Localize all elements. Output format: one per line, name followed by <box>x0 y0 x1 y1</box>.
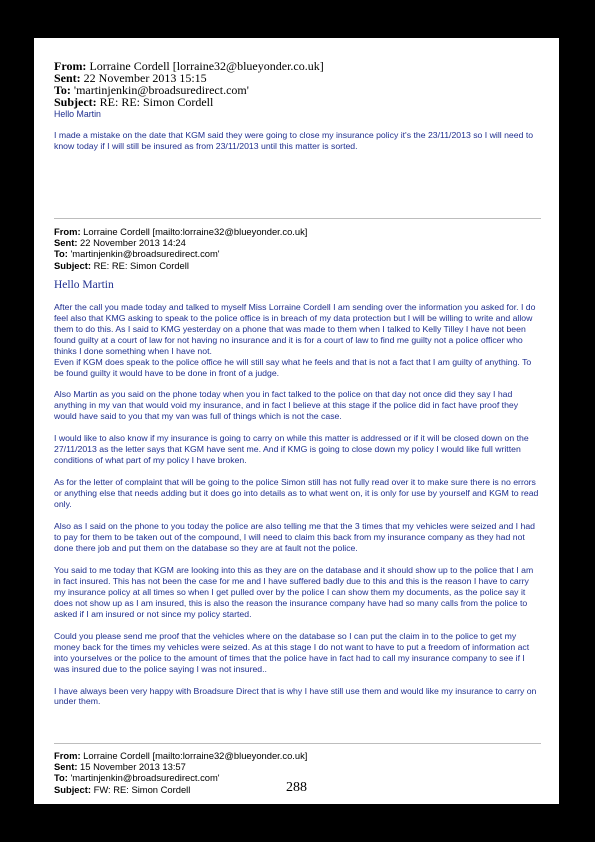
to-label: To: <box>54 83 71 97</box>
email2-paragraph: Could you please send me proof that the vehicles where on the database so I can put the claim in to the police to get my money back for the times my vehicles were seized. As at this stage I do not want to have to put a freedom of information act into yourselves or the police to the amount of times that the police have in fact had to call my insurance company to see if I was insured due to the police saying I was not insured.. <box>54 630 530 674</box>
sent-label: Sent: <box>54 237 78 249</box>
email2-paragraph: I have always been very happy with Broadsure Direct that is why I have still use them and would like my insurance to carry on under them. <box>54 685 537 707</box>
email2-sent: 22 November 2013 14:24 <box>80 237 186 249</box>
email2 <box>54 226 541 718</box>
email2-paragraph: You said to me today that KGM are looking into this as they are on the database and it should show up to the police that I am in fact insured. This has not been the case for me and I have suffered badly due to this and this is the reason I have to carry my insurance policy at all times so when I get pulled over by the police I can show them my documents, as the police say it does not show up as I am insured, this is also the reason the insurance company have had so many calls from the police to asked if I am insured or not since my policy started. <box>54 564 534 619</box>
email2-paragraph: I would like to also know if my insurance is going to carry on while this matter is addressed or if it will be closed down on the 27/11/2013 as the letter says that KGM have sent me. And if KMG is going to close down my policy I would like full written conditions of what part of my policy I have broken. <box>54 433 529 466</box>
separator-line <box>54 743 541 744</box>
email1-from: Lorraine Cordell [lorraine32@blueyonder.co.uk] <box>89 59 324 73</box>
email2-greeting: Hello Martin <box>54 278 114 291</box>
email3-subject: FW: RE: Simon Cordell <box>93 783 191 795</box>
email2-body <box>54 302 541 708</box>
from-label: From: <box>54 59 87 73</box>
subject-label: Subject: <box>54 95 97 109</box>
subject-label: Subject: <box>54 259 91 271</box>
separator-line <box>54 218 541 219</box>
from-label: From: <box>54 750 81 761</box>
page-number: 288 <box>286 780 307 795</box>
email2-from: Lorraine Cordell [mailto:lorraine32@blueyonder.co.uk] <box>83 226 308 237</box>
to-label: To: <box>54 248 68 260</box>
from-label: From: <box>54 226 81 237</box>
email2-paragraph: Also Martin as you said on the phone today when you in fact talked to the police on that day not once did they say I had anything in my van that would void my insurance, and in fact I believe at this stage if the police did in fact have proof they would have said to you that my van was full of things which is not the case. <box>54 389 519 422</box>
email2-paragraph: After the call you made today and talked to myself Miss Lorraine Cordell I am sending over the information you asked for. I do feel also that KMG asking to speak to the police office is in breach of my data protection but I will be willing to write and allow them to do this. As I said to KMG yesterday on a phone that was made to them when I talked to Kelly Tilley I have not been found guilty at a court of law for not having no insurance and it is for a court of law to find me guilty not a police officer who thinks I done something when I have not. Even if KGM does speak to the police office he will still say what he feels and that is not a fact that I am guilty of anything. To be found guilty it would have to be done in front of a judge. <box>54 301 536 378</box>
email1-header <box>54 60 541 108</box>
email1-sent: 22 November 2013 15:15 <box>83 71 207 85</box>
email3-to: 'martinjenkin@broadsuredirect.com' <box>70 772 220 784</box>
email3-from: Lorraine Cordell [mailto:lorraine32@blueyonder.co.uk] <box>83 750 308 761</box>
email2-to: 'martinjenkin@broadsuredirect.com' <box>70 248 220 260</box>
email2-paragraph: Also as I said on the phone to you today the police are also telling me that the 3 times that my vehicles were seized and I had to pay for them to be taken out of the compound, I will need to claim this back from my insurance company as they had not done there job and put them on the database so they are at fault not the police. <box>54 521 535 553</box>
sent-label: Sent: <box>54 71 81 85</box>
email1-to: 'martinjenkin@broadsuredirect.com' <box>73 83 249 97</box>
email2-header <box>54 226 541 271</box>
email1-body: I made a mistake on the date that KGM said they were going to close my insurance policy it's the 23/11/2013 so I will need to know today if I will still be insured as from 23/11/2013 until this matter is sorted. <box>54 130 534 151</box>
email1-subject: RE: RE: Simon Cordell <box>99 95 214 109</box>
to-label: To: <box>54 772 68 784</box>
email1-greeting: Hello Martin <box>54 109 101 119</box>
email2-paragraph: As for the letter of complaint that will be going to the police Simon still has not fully read over it to make sure there is no errors or anything else that needs adding but it does go into details as to what went on, it is only for use by yourself and KGM to read only. <box>54 477 539 510</box>
document-page <box>34 38 559 804</box>
sent-label: Sent: <box>54 761 78 773</box>
email3-sent: 15 November 2013 13:57 <box>80 761 186 773</box>
subject-label: Subject: <box>54 783 91 795</box>
email2-subject: RE: RE: Simon Cordell <box>93 259 189 271</box>
